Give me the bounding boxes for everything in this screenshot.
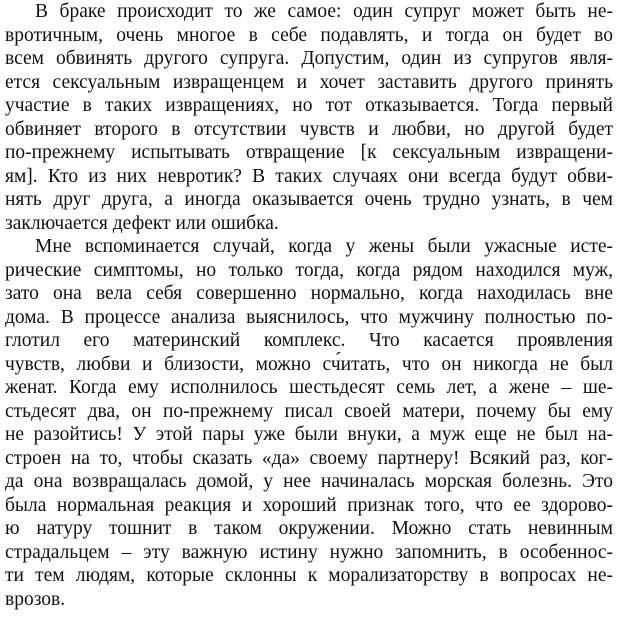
text-line: глотил его материнский комплекс. Что касается проявления	[5, 330, 613, 351]
text-line: участие в таких извращениях, но тот отказывается. Тогда первый	[5, 95, 613, 116]
text-line: женат. Когда ему исполнилось шестьдесят семь лет, а жене – ше-	[5, 377, 613, 398]
text-line: дома. В процессе анализа выяснилось, что мужчину полностью по-	[5, 306, 613, 328]
text-line: не разойтись! У этой пары уже были внуки, а муж еще не был на-	[5, 424, 613, 445]
text-line: вротичным, очень многое в себе подавлять, и тогда он будет во	[5, 24, 613, 46]
text-line: обвиняет второго в отсутствии чувств и любви, но другой будет	[5, 118, 613, 140]
text-line: чувств, любви и близости, можно сч́итать, что он никогда не был	[5, 353, 613, 375]
document-text	[5, 0, 613, 611]
paragraph-1	[5, 0, 613, 235]
text-line: ется сексуальным извращенцем и хочет заставить другого принять	[5, 71, 613, 93]
text-line: ю натуру тошнит в таком окружении. Можно стать невинным	[5, 518, 613, 539]
text-line: рические симптомы, но только тогда, когда рядом находился муж,	[5, 259, 613, 281]
text-line: заключается дефект или ошибка.	[5, 212, 279, 234]
text-line: нять друг друга, а иногда оказывается очень трудно узнать, в чем	[5, 189, 613, 210]
text-line: была нормальная реакция и хороший признак того, что ее здорово-	[5, 494, 613, 516]
text-line: ти тем людям, которые склонны к морализаторству в вопросах не-	[5, 565, 613, 586]
text-line: стьдесят два, он по-прежнему писал своей матери, почему бы ему	[5, 400, 613, 422]
text-line: всем обвинять другого супруга. Допустим, один из супругов явля-	[5, 48, 613, 69]
text-line: по-прежнему испытывать отвращение [к сексуальным извращени-	[5, 142, 613, 163]
text-line: Мне вспоминается случай, когда у жены были ужасные исте-	[35, 236, 613, 257]
text-line: да она возвращалась домой, у нее начиналась морская болезнь. Это	[5, 471, 613, 492]
text-line: строен на то, чтобы сказать «да» своему партнеру! Всякий раз, ког-	[5, 447, 613, 469]
text-line: ям]. Кто из них невротик? В таких случаях они всегда будут обви-	[5, 165, 613, 187]
text-line: В браке происходит то же самое: один супруг может быть не-	[35, 1, 613, 22]
paragraph-2	[5, 235, 613, 611]
text-line: зато она вела себя совершенно нормально, когда находилась вне	[5, 283, 613, 304]
text-line: врозов.	[5, 588, 66, 610]
text-line: страдальцем – эту важную истину нужно запомнить, в особеннос-	[5, 541, 613, 563]
